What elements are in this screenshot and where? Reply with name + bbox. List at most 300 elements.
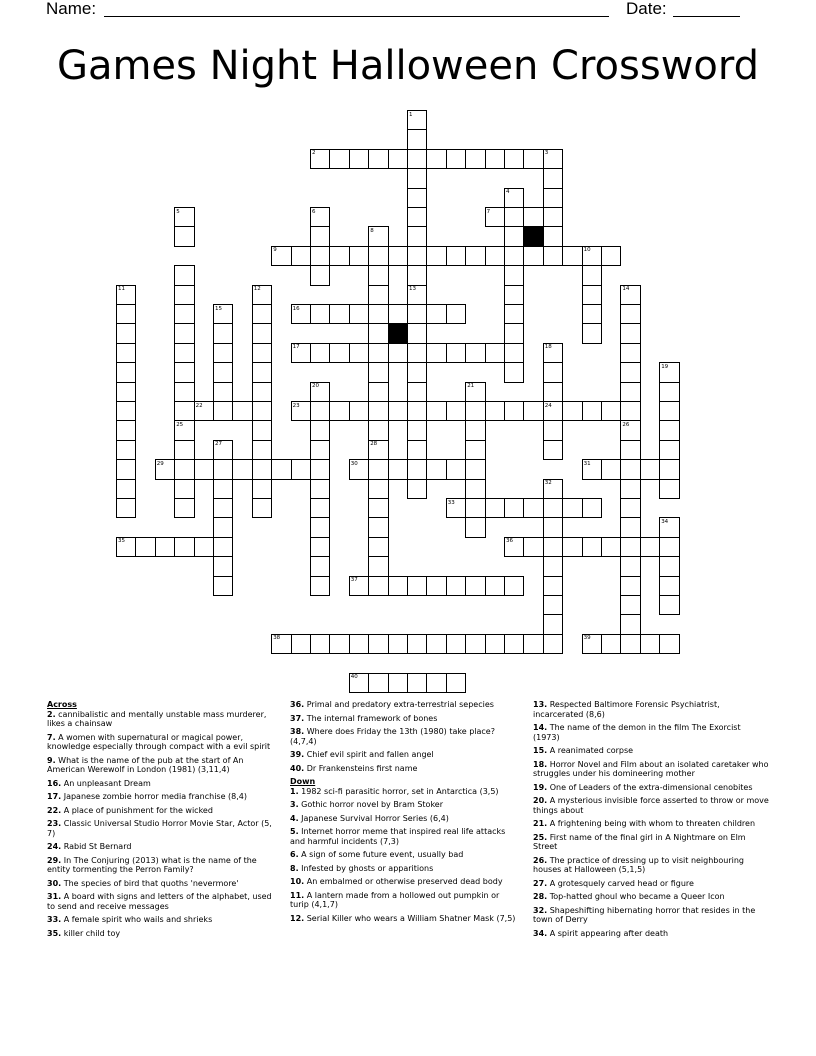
grid-cell[interactable] bbox=[388, 634, 408, 654]
grid-cell[interactable] bbox=[407, 401, 427, 421]
grid-cell[interactable] bbox=[620, 459, 640, 479]
clue-number: 26 bbox=[622, 421, 630, 428]
clue-text: The practice of dressing up to visit neighbouring houses at Halloween (5,1,5) bbox=[533, 855, 745, 874]
clue-text: A grotesquely carved head or figure bbox=[547, 878, 694, 888]
clue-number: 33 bbox=[447, 499, 455, 506]
clue-item bbox=[533, 796, 769, 815]
grid-cell[interactable] bbox=[329, 343, 349, 363]
grid-cell[interactable] bbox=[543, 517, 563, 537]
grid-cell[interactable] bbox=[349, 343, 369, 363]
grid-cell[interactable] bbox=[504, 323, 524, 343]
grid-cell[interactable] bbox=[446, 576, 466, 596]
grid-cell[interactable] bbox=[388, 401, 408, 421]
grid-cell[interactable] bbox=[174, 265, 194, 285]
grid-cell[interactable] bbox=[504, 634, 524, 654]
grid-cell[interactable] bbox=[329, 246, 349, 266]
page-title: Games Night Halloween Crossword bbox=[56, 43, 760, 89]
clue-text: A mysterious invisible force asserted to throw or move things about bbox=[533, 796, 769, 815]
grid-cell[interactable] bbox=[465, 479, 485, 499]
grid-cell[interactable] bbox=[426, 401, 446, 421]
grid-cell[interactable] bbox=[446, 401, 466, 421]
grid-cell[interactable] bbox=[252, 362, 272, 382]
grid-cell[interactable] bbox=[310, 517, 330, 537]
grid-cell[interactable] bbox=[310, 246, 330, 266]
grid-cell[interactable] bbox=[271, 459, 291, 479]
grid-cell[interactable] bbox=[368, 304, 388, 324]
grid-cell[interactable] bbox=[465, 343, 485, 363]
grid-cell[interactable] bbox=[213, 517, 233, 537]
grid-cell[interactable] bbox=[310, 498, 330, 518]
grid-cell[interactable] bbox=[523, 149, 543, 169]
grid-cell[interactable] bbox=[213, 323, 233, 343]
grid-cell[interactable] bbox=[620, 382, 640, 402]
grid-cell[interactable] bbox=[446, 459, 466, 479]
clue-item bbox=[290, 750, 518, 760]
grid-cell[interactable] bbox=[310, 634, 330, 654]
grid-cell[interactable] bbox=[620, 362, 640, 382]
grid-cell[interactable] bbox=[465, 576, 485, 596]
grid-cell[interactable] bbox=[640, 634, 660, 654]
clue-number: 13 bbox=[409, 286, 416, 293]
grid-cell[interactable] bbox=[465, 517, 485, 537]
grid-cell[interactable] bbox=[504, 265, 524, 285]
clue-item bbox=[533, 833, 769, 852]
grid-cell[interactable] bbox=[523, 537, 543, 557]
grid-cell[interactable] bbox=[504, 246, 524, 266]
grid-cell[interactable] bbox=[116, 343, 136, 363]
grid-cell[interactable] bbox=[620, 517, 640, 537]
grid-cell[interactable] bbox=[485, 246, 505, 266]
grid-cell[interactable] bbox=[368, 459, 388, 479]
grid-cell[interactable] bbox=[543, 634, 563, 654]
clue-number-label: 28. bbox=[533, 892, 548, 901]
grid-cell[interactable] bbox=[116, 323, 136, 343]
grid-cell[interactable] bbox=[174, 440, 194, 460]
grid-cell[interactable] bbox=[485, 401, 505, 421]
grid-cell[interactable] bbox=[523, 498, 543, 518]
grid-cell[interactable] bbox=[291, 459, 311, 479]
grid-cell[interactable] bbox=[504, 362, 524, 382]
clue-text: Horror Novel and Film about an isolated caretaker who struggles under his domineering mother bbox=[533, 759, 769, 778]
grid-cell[interactable] bbox=[659, 401, 679, 421]
clue-section-header: Down bbox=[290, 777, 316, 786]
grid-cell[interactable] bbox=[407, 479, 427, 499]
grid-cell[interactable] bbox=[407, 673, 427, 693]
grid-cell[interactable] bbox=[252, 459, 272, 479]
grid-cell[interactable] bbox=[213, 479, 233, 499]
grid-cell[interactable] bbox=[368, 343, 388, 363]
grid-cell[interactable] bbox=[504, 207, 524, 227]
grid-cell[interactable] bbox=[349, 246, 369, 266]
grid-cell[interactable] bbox=[174, 498, 194, 518]
grid-cell[interactable] bbox=[407, 323, 427, 343]
grid-cell[interactable] bbox=[368, 420, 388, 440]
grid-cell[interactable] bbox=[562, 246, 582, 266]
clue-number-label: 26. bbox=[533, 855, 548, 865]
grid-cell[interactable] bbox=[368, 673, 388, 693]
grid-cell[interactable] bbox=[543, 207, 563, 227]
grid-cell[interactable] bbox=[659, 479, 679, 499]
grid-cell[interactable] bbox=[407, 634, 427, 654]
clue-number: 8 bbox=[370, 227, 374, 234]
grid-cell[interactable] bbox=[465, 498, 485, 518]
grid-cell[interactable] bbox=[582, 265, 602, 285]
grid-cell[interactable] bbox=[388, 304, 408, 324]
grid-cell[interactable] bbox=[368, 401, 388, 421]
clue-number: 38 bbox=[273, 635, 281, 642]
grid-cell[interactable] bbox=[174, 401, 194, 421]
grid-cell[interactable] bbox=[543, 246, 563, 266]
grid-cell[interactable] bbox=[174, 362, 194, 382]
clue-item bbox=[47, 710, 275, 729]
grid-cell[interactable] bbox=[407, 362, 427, 382]
grid-cell[interactable] bbox=[407, 207, 427, 227]
clue-number: 10 bbox=[583, 247, 591, 254]
clue-number-label: 14. bbox=[533, 723, 548, 732]
clue-item bbox=[533, 700, 769, 719]
grid-cell[interactable] bbox=[174, 459, 194, 479]
grid-cell[interactable] bbox=[349, 304, 369, 324]
grid-cell[interactable] bbox=[310, 265, 330, 285]
grid-cell[interactable] bbox=[640, 459, 660, 479]
grid-cell[interactable] bbox=[174, 537, 194, 557]
grid-cell[interactable] bbox=[426, 246, 446, 266]
grid-cell[interactable] bbox=[368, 517, 388, 537]
grid-cell[interactable] bbox=[310, 401, 330, 421]
grid-cell[interactable] bbox=[368, 498, 388, 518]
grid-cell[interactable] bbox=[620, 614, 640, 634]
grid-cell[interactable] bbox=[620, 304, 640, 324]
grid-cell[interactable] bbox=[252, 304, 272, 324]
grid-cell[interactable] bbox=[407, 420, 427, 440]
clue-text: A place of punishment for the wicked bbox=[61, 805, 213, 815]
grid-cell[interactable] bbox=[174, 285, 194, 305]
grid-cell[interactable] bbox=[601, 459, 621, 479]
grid-cell[interactable] bbox=[659, 420, 679, 440]
grid-cell[interactable] bbox=[407, 168, 427, 188]
grid-cell[interactable] bbox=[659, 382, 679, 402]
grid-cell[interactable] bbox=[310, 479, 330, 499]
grid-cell[interactable] bbox=[407, 304, 427, 324]
grid-cell[interactable] bbox=[465, 246, 485, 266]
grid-cell[interactable] bbox=[194, 459, 214, 479]
grid-cell[interactable] bbox=[407, 129, 427, 149]
grid-cell[interactable] bbox=[543, 498, 563, 518]
grid-cell[interactable] bbox=[349, 401, 369, 421]
grid-cell[interactable] bbox=[465, 149, 485, 169]
grid-cell[interactable] bbox=[388, 459, 408, 479]
grid-cell[interactable] bbox=[426, 343, 446, 363]
grid-cell[interactable] bbox=[504, 226, 524, 246]
grid-cell[interactable] bbox=[620, 576, 640, 596]
grid-cell[interactable] bbox=[582, 498, 602, 518]
grid-cell[interactable] bbox=[485, 343, 505, 363]
grid-cell[interactable] bbox=[310, 556, 330, 576]
grid-cell[interactable] bbox=[426, 149, 446, 169]
grid-cell[interactable] bbox=[213, 382, 233, 402]
clue-number: 21 bbox=[467, 383, 475, 390]
grid-cell[interactable] bbox=[446, 343, 466, 363]
grid-cell[interactable] bbox=[116, 498, 136, 518]
grid-cell[interactable] bbox=[388, 246, 408, 266]
grid-cell[interactable] bbox=[407, 382, 427, 402]
grid-cell[interactable] bbox=[368, 323, 388, 343]
grid-cell[interactable] bbox=[310, 537, 330, 557]
grid-cell[interactable] bbox=[465, 634, 485, 654]
grid-cell[interactable] bbox=[116, 479, 136, 499]
grid-cell[interactable] bbox=[213, 498, 233, 518]
grid-cell[interactable] bbox=[426, 304, 446, 324]
clue-text: Where does Friday the 13th (1980) take place? (4,7,4) bbox=[290, 727, 495, 746]
grid-cell[interactable] bbox=[543, 440, 563, 460]
grid-cell[interactable] bbox=[426, 576, 446, 596]
grid-cell[interactable] bbox=[310, 304, 330, 324]
clue-item bbox=[47, 779, 275, 789]
grid-cell[interactable] bbox=[174, 343, 194, 363]
grid-cell[interactable] bbox=[659, 537, 679, 557]
grid-cell[interactable] bbox=[543, 188, 563, 208]
grid-cell[interactable] bbox=[659, 556, 679, 576]
grid-cell[interactable] bbox=[543, 576, 563, 596]
grid-cell[interactable] bbox=[349, 634, 369, 654]
grid-cell[interactable] bbox=[601, 634, 621, 654]
grid-cell[interactable] bbox=[620, 556, 640, 576]
grid-cell[interactable] bbox=[504, 343, 524, 363]
grid-cell[interactable] bbox=[620, 479, 640, 499]
grid-cell[interactable] bbox=[543, 595, 563, 615]
grid-cell[interactable] bbox=[116, 420, 136, 440]
grid-cell[interactable] bbox=[388, 343, 408, 363]
grid-cell[interactable] bbox=[620, 595, 640, 615]
grid-cell[interactable] bbox=[135, 537, 155, 557]
grid-cell[interactable] bbox=[601, 537, 621, 557]
grid-cell[interactable] bbox=[213, 343, 233, 363]
grid-cell[interactable] bbox=[174, 479, 194, 499]
grid-cell[interactable] bbox=[620, 634, 640, 654]
grid-cell[interactable] bbox=[368, 382, 388, 402]
clue-item bbox=[47, 915, 275, 925]
grid-cell[interactable] bbox=[368, 285, 388, 305]
grid-cell[interactable] bbox=[329, 149, 349, 169]
grid-cell[interactable] bbox=[155, 537, 175, 557]
grid-cell[interactable] bbox=[252, 420, 272, 440]
grid-cell[interactable] bbox=[601, 401, 621, 421]
grid-cell[interactable] bbox=[407, 149, 427, 169]
grid-cell[interactable] bbox=[174, 226, 194, 246]
grid-cell[interactable] bbox=[446, 634, 466, 654]
grid-cell[interactable] bbox=[426, 673, 446, 693]
grid-cell[interactable] bbox=[310, 440, 330, 460]
grid-cell[interactable] bbox=[582, 537, 602, 557]
grid-cell[interactable] bbox=[504, 304, 524, 324]
grid-cell[interactable] bbox=[213, 401, 233, 421]
clue-text: A spirit appearing after death bbox=[547, 928, 669, 938]
grid-cell[interactable] bbox=[485, 634, 505, 654]
grid-cell[interactable] bbox=[368, 479, 388, 499]
grid-cell[interactable] bbox=[562, 401, 582, 421]
grid-cell[interactable] bbox=[368, 634, 388, 654]
grid-cell[interactable] bbox=[523, 401, 543, 421]
grid-cell[interactable] bbox=[543, 226, 563, 246]
grid-cell[interactable] bbox=[543, 420, 563, 440]
grid-cell[interactable] bbox=[349, 149, 369, 169]
clue-text: What is the name of the pub at the start of An American Werewolf in London (1981) (3,11,4) bbox=[47, 755, 244, 774]
grid-cell[interactable] bbox=[368, 149, 388, 169]
clue-item bbox=[290, 850, 518, 860]
grid-cell[interactable] bbox=[329, 304, 349, 324]
grid-cell[interactable] bbox=[582, 401, 602, 421]
clue-item bbox=[290, 727, 518, 746]
clue-text: Serial Killer who wears a William Shatner Mask (7,5) bbox=[304, 913, 516, 923]
grid-cell[interactable] bbox=[620, 498, 640, 518]
clue-item bbox=[533, 819, 769, 829]
grid-cell[interactable] bbox=[252, 401, 272, 421]
clue-text: A frightening being with whom to threaten children bbox=[547, 819, 756, 828]
grid-cell[interactable] bbox=[310, 459, 330, 479]
clue-number: 2 bbox=[312, 150, 316, 157]
grid-cell[interactable] bbox=[582, 323, 602, 343]
grid-cell[interactable] bbox=[504, 576, 524, 596]
grid-cell[interactable] bbox=[659, 440, 679, 460]
grid-cell[interactable] bbox=[388, 149, 408, 169]
grid-cell[interactable] bbox=[252, 323, 272, 343]
grid-cell[interactable] bbox=[116, 440, 136, 460]
grid-cell[interactable] bbox=[659, 459, 679, 479]
grid-cell[interactable] bbox=[562, 537, 582, 557]
grid-cell[interactable] bbox=[213, 459, 233, 479]
grid-cell[interactable] bbox=[116, 459, 136, 479]
grid-cell[interactable] bbox=[252, 479, 272, 499]
grid-cell[interactable] bbox=[310, 343, 330, 363]
grid-cell[interactable] bbox=[291, 246, 311, 266]
grid-cell[interactable] bbox=[194, 537, 214, 557]
grid-cell[interactable] bbox=[174, 304, 194, 324]
grid-cell[interactable] bbox=[368, 556, 388, 576]
grid-cell[interactable] bbox=[116, 362, 136, 382]
grid-cell[interactable] bbox=[620, 343, 640, 363]
grid-cell[interactable] bbox=[446, 149, 466, 169]
grid-cell[interactable] bbox=[368, 362, 388, 382]
grid-cell[interactable] bbox=[543, 537, 563, 557]
grid-cell[interactable] bbox=[329, 634, 349, 654]
clue-number-label: 31. bbox=[47, 892, 62, 901]
grid-cell[interactable] bbox=[407, 226, 427, 246]
grid-cell[interactable] bbox=[407, 246, 427, 266]
grid-cell[interactable] bbox=[504, 401, 524, 421]
grid-cell[interactable] bbox=[426, 634, 446, 654]
grid-cell[interactable] bbox=[620, 537, 640, 557]
grid-cell[interactable] bbox=[601, 246, 621, 266]
grid-cell[interactable] bbox=[368, 246, 388, 266]
grid-cell[interactable] bbox=[426, 459, 446, 479]
grid-cell[interactable] bbox=[232, 401, 252, 421]
clue-text: In The Conjuring (2013) what is the name of the entity tormenting the Perron Family? bbox=[47, 855, 257, 874]
grid-cell[interactable] bbox=[213, 556, 233, 576]
grid-cell[interactable] bbox=[310, 226, 330, 246]
grid-cell[interactable] bbox=[310, 420, 330, 440]
grid-cell[interactable] bbox=[582, 304, 602, 324]
grid-cell[interactable] bbox=[640, 537, 660, 557]
grid-cell[interactable] bbox=[485, 576, 505, 596]
grid-cell[interactable] bbox=[465, 459, 485, 479]
grid-cell[interactable] bbox=[504, 149, 524, 169]
grid-cell[interactable] bbox=[659, 576, 679, 596]
grid-cell[interactable] bbox=[116, 382, 136, 402]
grid-cell[interactable] bbox=[446, 673, 466, 693]
grid-cell[interactable] bbox=[291, 634, 311, 654]
grid-cell[interactable] bbox=[252, 382, 272, 402]
clue-number-label: 34. bbox=[533, 928, 548, 938]
grid-cell[interactable] bbox=[329, 401, 349, 421]
grid-cell[interactable] bbox=[620, 401, 640, 421]
grid-cell[interactable] bbox=[523, 207, 543, 227]
clue-number: 25 bbox=[176, 421, 184, 428]
grid-cell[interactable] bbox=[543, 382, 563, 402]
grid-cell[interactable] bbox=[252, 440, 272, 460]
clue-number-label: 15. bbox=[533, 746, 548, 755]
grid-cell[interactable] bbox=[620, 323, 640, 343]
grid-cell[interactable] bbox=[543, 556, 563, 576]
grid-cell[interactable] bbox=[407, 265, 427, 285]
grid-cell[interactable] bbox=[523, 246, 543, 266]
grid-cell[interactable] bbox=[368, 265, 388, 285]
clue-number: 12 bbox=[253, 286, 261, 293]
grid-cell[interactable] bbox=[543, 614, 563, 634]
grid-cell[interactable] bbox=[562, 498, 582, 518]
grid-cell[interactable] bbox=[388, 673, 408, 693]
grid-cell[interactable] bbox=[368, 537, 388, 557]
clue-text: Primal and predatory extra-terrestrial sepecies bbox=[304, 700, 494, 709]
grid-cell[interactable] bbox=[543, 168, 563, 188]
grid-cell[interactable] bbox=[388, 576, 408, 596]
grid-cell[interactable] bbox=[465, 420, 485, 440]
grid-cell[interactable] bbox=[213, 362, 233, 382]
grid-cell[interactable] bbox=[116, 304, 136, 324]
grid-cell[interactable] bbox=[407, 576, 427, 596]
grid-cell[interactable] bbox=[465, 440, 485, 460]
grid-cell[interactable] bbox=[407, 343, 427, 363]
clue-item bbox=[533, 929, 769, 939]
grid-cell[interactable] bbox=[174, 323, 194, 343]
grid-cell[interactable] bbox=[116, 401, 136, 421]
grid-cell[interactable] bbox=[485, 498, 505, 518]
grid-cell[interactable] bbox=[252, 343, 272, 363]
grid-cell[interactable] bbox=[582, 285, 602, 305]
grid-cell[interactable] bbox=[368, 576, 388, 596]
grid-cell[interactable] bbox=[446, 246, 466, 266]
grid-cell[interactable] bbox=[252, 498, 272, 518]
grid-cell[interactable] bbox=[407, 440, 427, 460]
grid-cell[interactable] bbox=[213, 537, 233, 557]
grid-cell[interactable] bbox=[504, 498, 524, 518]
grid-cell[interactable] bbox=[310, 576, 330, 596]
grid-cell[interactable] bbox=[485, 149, 505, 169]
grid-cell[interactable] bbox=[174, 382, 194, 402]
grid-cell[interactable] bbox=[407, 459, 427, 479]
grid-cell[interactable] bbox=[407, 188, 427, 208]
grid-cell[interactable] bbox=[232, 459, 252, 479]
clues-column-2 bbox=[290, 700, 518, 927]
grid-cell[interactable] bbox=[659, 634, 679, 654]
grid-cell[interactable] bbox=[504, 285, 524, 305]
grid-cell[interactable] bbox=[213, 576, 233, 596]
grid-cell[interactable] bbox=[659, 595, 679, 615]
grid-cell[interactable] bbox=[446, 304, 466, 324]
grid-cell[interactable] bbox=[543, 362, 563, 382]
grid-cell[interactable] bbox=[620, 440, 640, 460]
grid-cell[interactable] bbox=[523, 634, 543, 654]
grid-cell[interactable] bbox=[465, 401, 485, 421]
